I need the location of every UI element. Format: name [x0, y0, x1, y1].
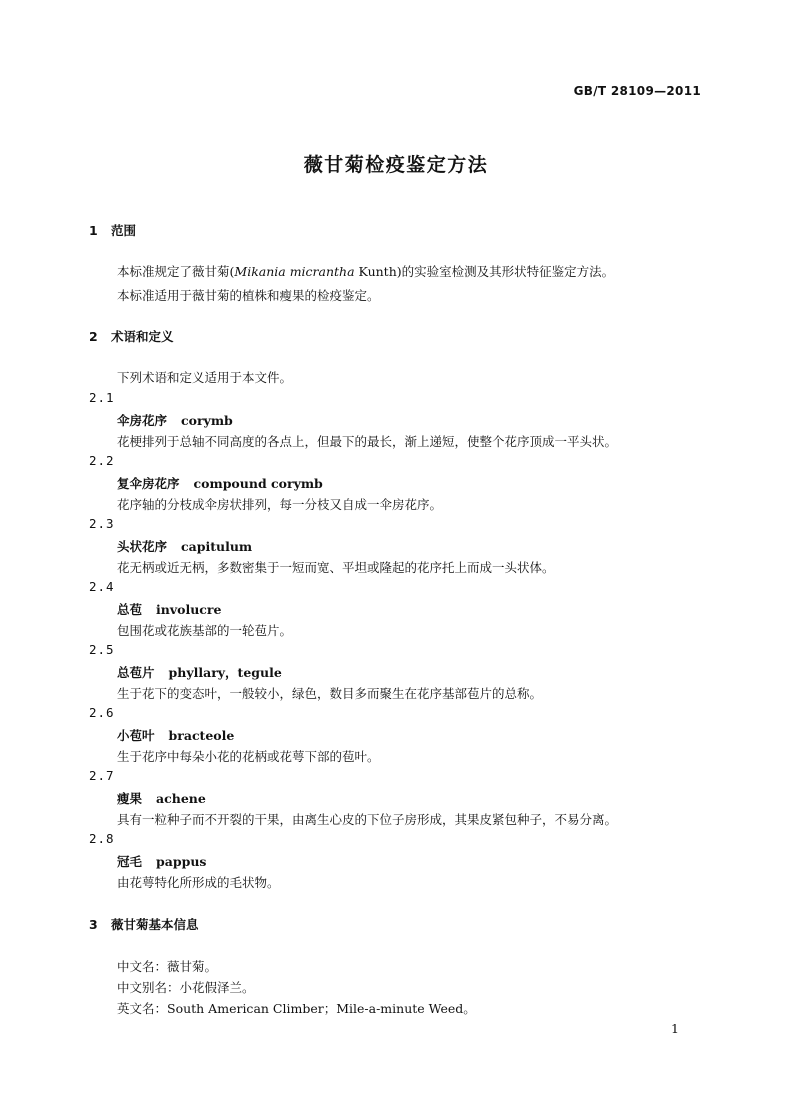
- section-title: 术语和定义: [111, 329, 174, 344]
- term-zh: 总苞片: [117, 665, 155, 680]
- term-number: 2.7: [89, 768, 115, 783]
- term-definition: 生于花下的变态叶，一般较小，绿色，数目多而聚生在花序基部苞片的总称。: [117, 686, 543, 701]
- term-en: pappus: [156, 854, 207, 869]
- scientific-name: Mikania micrantha: [234, 264, 355, 279]
- term-number: 2.4: [89, 579, 115, 594]
- term-definition: 生于花序中每朵小花的花柄或花萼下部的苞叶。: [117, 749, 380, 764]
- term-definition: 包围花或花族基部的一轮苞片。: [117, 623, 293, 638]
- term-number: 2.6: [89, 705, 115, 720]
- scope-paragraph-1: [117, 262, 614, 280]
- scope-paragraph-2: 本标准适用于薇甘菊的植株和瘦果的检疫鉴定。: [117, 288, 380, 303]
- term-zh: 冠毛: [117, 854, 143, 869]
- english-name-line: 英文名：South American Climber；Mile-a-minute Weed。: [117, 1001, 476, 1016]
- standard-code: GB/T 28109—2011: [573, 84, 701, 98]
- term-heading: [117, 789, 206, 807]
- section-number: 3: [89, 917, 98, 932]
- scope-text-pre: 本标准规定了薇甘菊(: [117, 264, 235, 279]
- term-definition: 花序轴的分枝成伞房状排列，每一分枝又自成一伞房花序。: [117, 497, 443, 512]
- term-definition: 花梗排列于总轴不同高度的各点上，但最下的最长，渐上递短，使整个花序顶成一平头状。: [117, 434, 618, 449]
- section-number: 2: [89, 329, 98, 344]
- term-zh: 瘦果: [117, 791, 143, 806]
- term-en: involucre: [156, 602, 222, 617]
- chinese-name-line: 中文名：薇甘菊。: [117, 959, 218, 974]
- chinese-alias-line: 中文别名：小花假泽兰。: [117, 980, 255, 995]
- term-zh: 头状花序: [117, 539, 168, 554]
- page-number: 1: [671, 1021, 679, 1036]
- term-en: compound corymb: [193, 476, 323, 491]
- term-number: 2.1: [89, 390, 115, 405]
- term-definition: 具有一粒种子而不开裂的干果，由离生心皮的下位子房形成，其果皮紧包种子，不易分离。: [117, 812, 618, 827]
- term-heading: [117, 726, 234, 744]
- term-zh: 伞房花序: [117, 413, 168, 428]
- term-zh: 复伞房花序: [117, 476, 180, 491]
- section-number: 1: [89, 223, 98, 238]
- document-title: 薇甘菊检疫鉴定方法: [303, 154, 489, 176]
- term-en: achene: [156, 791, 206, 806]
- section-title: 薇甘菊基本信息: [111, 917, 199, 932]
- section-heading-terms: [89, 327, 174, 345]
- terms-intro: 下列术语和定义适用于本文件。: [117, 370, 293, 385]
- term-heading: [117, 663, 282, 681]
- term-definition: 花无柄或近无柄，多数密集于一短而宽、平坦或隆起的花序托上而成一头状体。: [117, 560, 555, 575]
- section-title: 范围: [111, 223, 137, 238]
- term-number: 2.2: [89, 453, 115, 468]
- section-heading-scope: [89, 221, 136, 239]
- term-zh: 小苞叶: [117, 728, 155, 743]
- term-heading: [117, 537, 252, 555]
- term-en: bracteole: [168, 728, 235, 743]
- term-zh: 总苞: [117, 602, 143, 617]
- term-number: 2.5: [89, 642, 115, 657]
- term-en: phyllary，tegule: [168, 665, 282, 680]
- term-number: 2.3: [89, 516, 115, 531]
- term-heading: [117, 411, 233, 429]
- term-heading: [117, 474, 323, 492]
- term-number: 2.8: [89, 831, 115, 846]
- section-heading-basic-info: [89, 915, 199, 933]
- term-en: capitulum: [181, 539, 253, 554]
- term-en: corymb: [181, 413, 233, 428]
- term-heading: [117, 852, 206, 870]
- term-definition: 由花萼特化所形成的毛状物。: [117, 875, 280, 890]
- scope-text-post: Kunth)的实验室检测及其形状特征鉴定方法。: [354, 264, 615, 279]
- term-heading: [117, 600, 221, 618]
